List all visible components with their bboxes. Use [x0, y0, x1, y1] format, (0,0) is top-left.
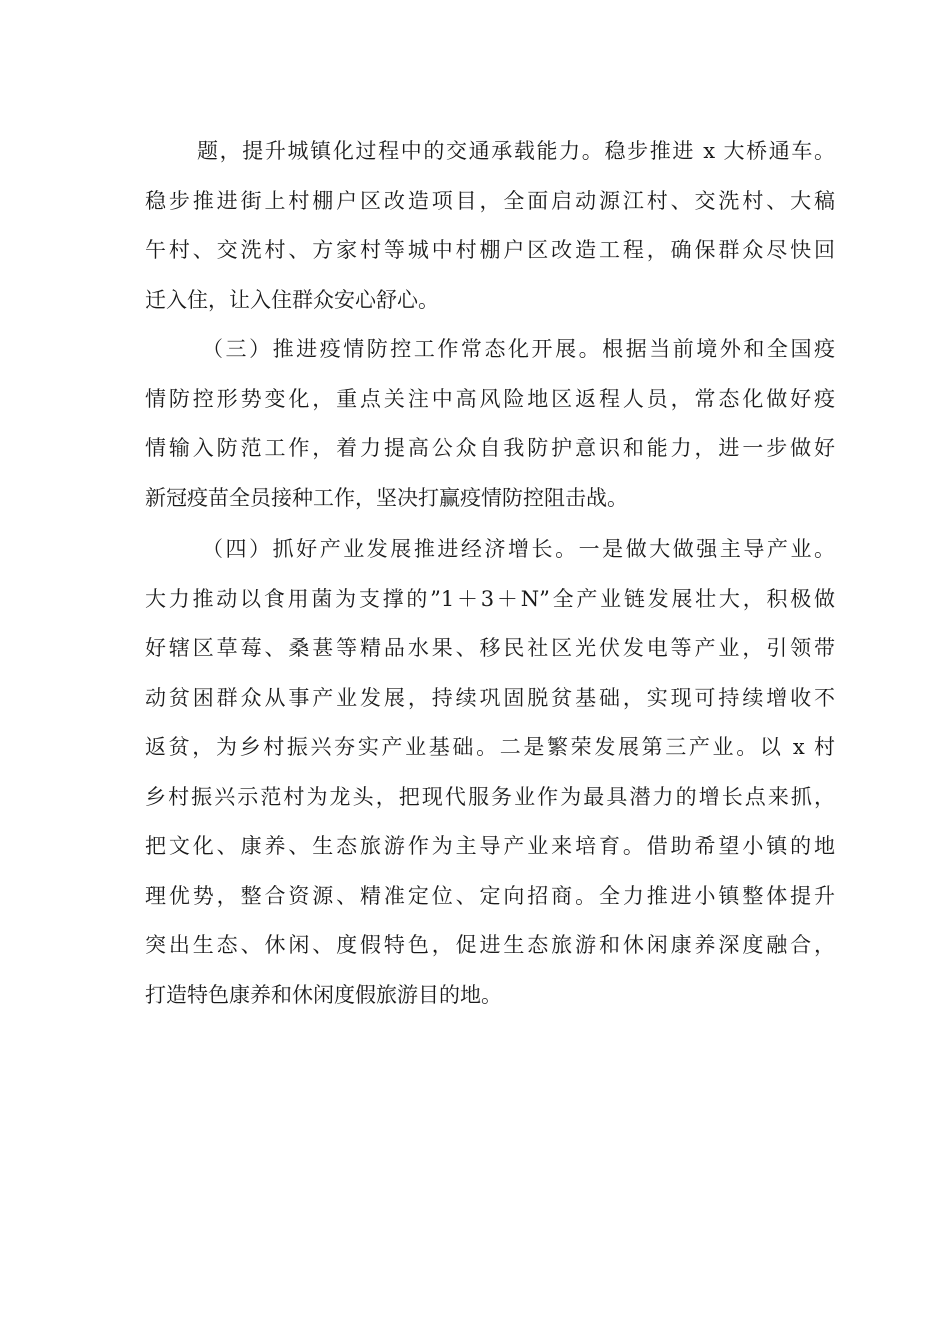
paragraph-line: 乡村振兴示范村为龙头，把现代服务业作为最具潜力的增长点来抓， [145, 784, 835, 809]
paragraph-line: 题，提升城镇化过程中的交通承载能力。稳步推进 x 大桥通车。 [197, 139, 835, 163]
paragraph-line: 情防控形势变化，重点关注中高风险地区返程人员，常态化做好疫 [145, 386, 835, 411]
paragraph-line: 情输入防范工作，着力提高公众自我防护意识和能力，进一步做好 [145, 436, 835, 460]
paragraph-line: 稳步推进街上村棚户区改造项目，全面启动源江村、交洗村、大稿 [145, 188, 835, 213]
paragraph-line: （四）抓好产业发展推进经济增长。一是做大做强主导产业。 [202, 537, 835, 561]
paragraph-2 [145, 325, 835, 523]
paragraph-line: 迁入住，让入住群众安心舒心。 [145, 287, 439, 312]
paragraph-line: 大力推动以食用菌为支撑的”1＋3＋N”全产业链发展壮大，积极做 [145, 586, 835, 611]
paragraph-line: 打造特色康养和休闲度假旅游目的地。 [145, 982, 502, 1007]
paragraph-line: 理优势，整合资源、精准定位、定向招商。全力推进小镇整体提升 [145, 883, 835, 908]
paragraph-line: 突出生态、休闲、度假特色，促进生态旅游和休闲康养深度融合， [145, 933, 835, 957]
paragraph-line: 返贫，为乡村振兴夯实产业基础。二是繁荣发展第三产业。以 x 村 [145, 735, 835, 759]
paragraph-3 [145, 525, 835, 1020]
paragraph-line: 午村、交洗村、方家村等城中村棚户区改造工程，确保群众尽快回 [145, 238, 835, 262]
paragraph-line: 把文化、康养、生态旅游作为主导产业来培育。借助希望小镇的地 [145, 834, 835, 858]
paragraph-line: 新冠疫苗全员接种工作，坚决打赢疫情防控阻击战。 [145, 485, 628, 510]
paragraph-line: 好辖区草莓、桑葚等精品水果、移民社区光伏发电等产业，引领带 [145, 636, 835, 660]
paragraph-1 [145, 127, 835, 325]
paragraph-line: 动贫困群众从事产业发展，持续巩固脱贫基础，实现可持续增收不 [145, 685, 835, 710]
paragraph-line: （三）推进疫情防控工作常态化开展。根据当前境外和全国疫 [202, 337, 835, 361]
